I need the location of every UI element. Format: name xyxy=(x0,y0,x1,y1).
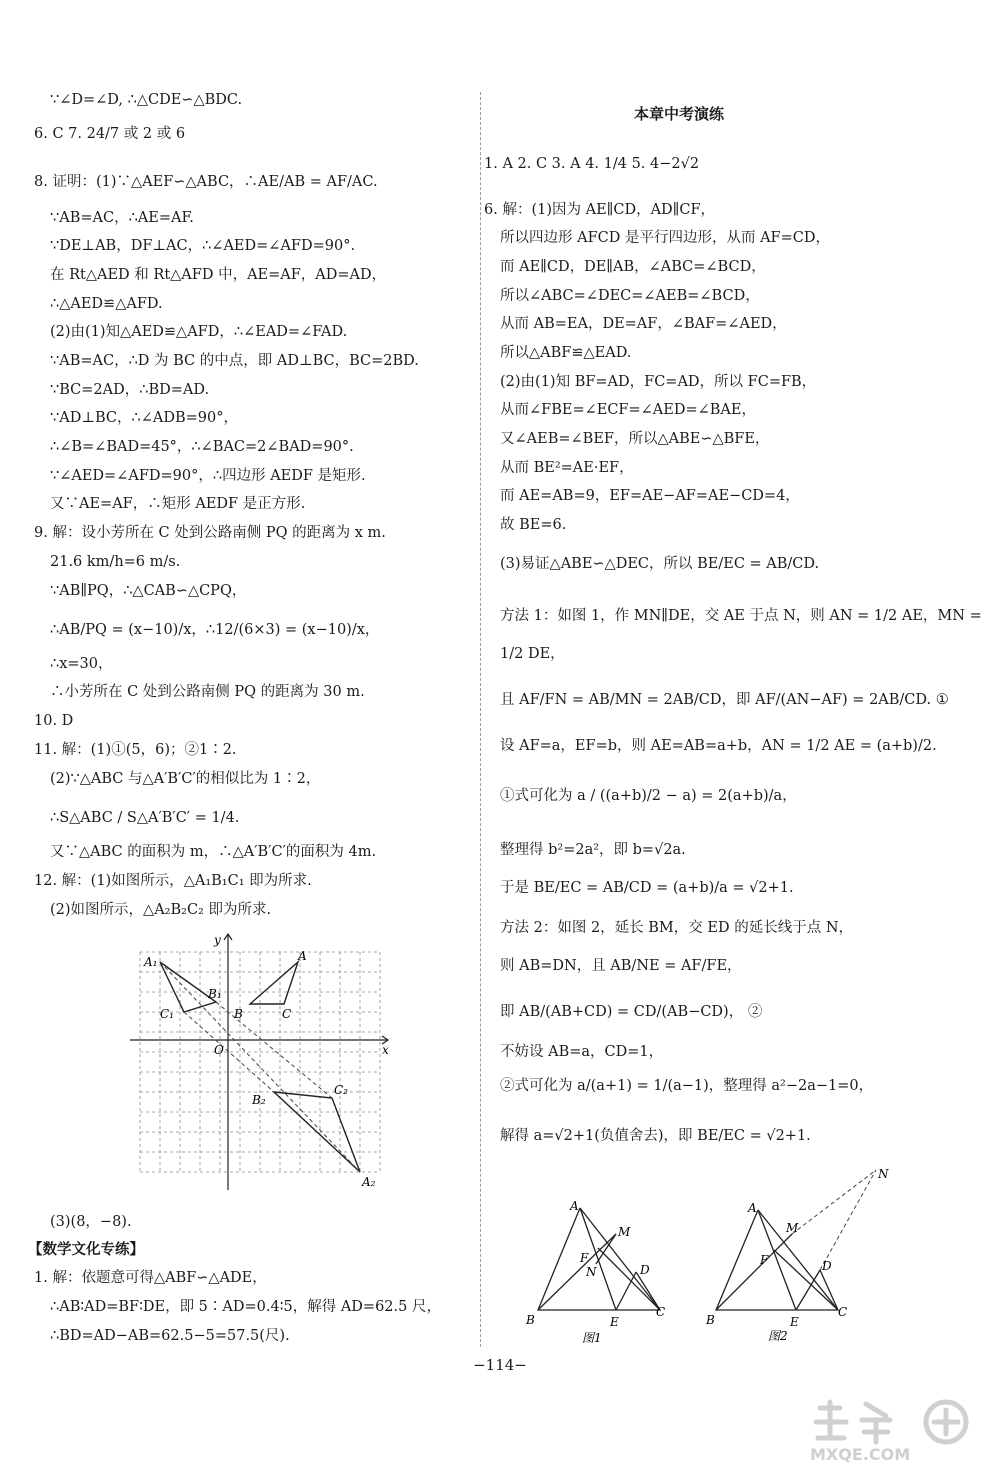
text-line: ∴AB/PQ = (x−10)/x，∴12/(6×3) = (x−10)/x， xyxy=(50,622,380,638)
label-c2: C₂ xyxy=(334,1083,348,1097)
fig1-caption: 图1 xyxy=(582,1331,602,1345)
fig2-label-e: E xyxy=(790,1315,799,1329)
section-title: 本章中考演练 xyxy=(634,105,725,123)
label-b: B xyxy=(234,1007,243,1021)
fig1-label-c: C xyxy=(656,1305,666,1319)
text-line: ∵∠D=∠D, ∴△CDE∽△BDC. xyxy=(50,92,243,108)
text-line: (3)(8，−8). xyxy=(50,1214,132,1230)
triangle-abc xyxy=(250,962,298,1004)
text-line: (2)由(1)知 BF=AD，FC=AD，所以 FC=FB， xyxy=(500,374,817,390)
label-b2: B₂ xyxy=(252,1093,266,1107)
text-line: 于是 BE/EC = AB/CD = (a+b)/a = √2+1. xyxy=(500,880,794,896)
text-line: 12. 解：(1)如图所示，△A₁B₁C₁ 即为所求. xyxy=(34,873,312,889)
text-line: 8. 证明：(1)∵△AEF∽△ABC，∴AE/AB = AF/AC. xyxy=(34,174,378,190)
text-line: 11. 解：(1)①(5，6)；②1∶2. xyxy=(34,742,237,758)
axes xyxy=(130,934,388,1190)
text-line: 又∠AEB=∠BEF，所以△ABE∽△BFE， xyxy=(500,431,770,447)
label-c: C xyxy=(282,1007,292,1021)
coordinate-grid-figure xyxy=(120,928,400,1198)
fig2-label-c: C xyxy=(838,1305,848,1319)
text-line: ∵AB∥PQ，∴△CAB∽△CPQ， xyxy=(50,583,247,599)
text-line: 又∵△ABC 的面积为 m，∴△A′B′C′的面积为 4m. xyxy=(50,844,377,860)
text-line: ∴x=30， xyxy=(50,656,113,672)
text-line: 则 AB=DN，且 AB/NE = AF/FE， xyxy=(500,958,742,974)
text-line: 从而 AB=EA，DE=AF，∠BAF=∠AED， xyxy=(500,316,787,332)
text-line: ∵∠AED=∠AFD=90°，∴四边形 AEDF 是矩形. xyxy=(50,468,366,484)
text-line: ∴S△ABC / S△A′B′C′ = 1/4. xyxy=(50,810,240,826)
fig1-label-d: D xyxy=(640,1263,650,1277)
text-line: 6. C 7. 24/7 或 2 或 6 xyxy=(34,126,186,142)
text-line: ∵BC=2AD，∴BD=AD. xyxy=(50,382,210,398)
text-line: 所以∠ABC=∠DEC=∠AEB=∠BCD， xyxy=(500,288,760,304)
text-line: 21.6 km/h=6 m/s. xyxy=(50,554,181,570)
fig1-label-a: A xyxy=(570,1199,579,1213)
text-line: 且 AF/FN = AB/MN = 2AB/CD，即 AF/(AN−AF) = 2AB/CD. ① xyxy=(500,692,949,708)
text-line: ∵AB=AC，∴D 为 BC 的中点，即 AD⊥BC，BC=2BD. xyxy=(50,353,419,369)
text-line: 故 BE=6. xyxy=(500,517,567,533)
text-line: ∴△AED≌△AFD. xyxy=(50,296,163,312)
fig1-label-n: N xyxy=(586,1265,597,1279)
fig1-label-f: F xyxy=(580,1251,589,1265)
fig2-label-n: N xyxy=(878,1167,889,1181)
fig1-label-b: B xyxy=(526,1313,535,1327)
figure-2 xyxy=(704,1160,904,1350)
text-line: 6. 解：(1)因为 AE∥CD，AD∥CF， xyxy=(484,202,716,218)
text-line: (2)∵△ABC 与△A′B′C′的相似比为 1∶2， xyxy=(50,771,321,787)
fig1-label-m: M xyxy=(618,1225,631,1239)
text-line: 方法 1：如图 1，作 MN∥DE，交 AE 于点 N，则 AN = 1/2 AE，MN = xyxy=(500,608,982,624)
label-a2: A₂ xyxy=(362,1175,376,1189)
fig1-label-e: E xyxy=(610,1315,619,1329)
fig2-label-m: M xyxy=(786,1221,799,1235)
y-axis-label: y xyxy=(214,933,221,947)
text-line: (2)如图所示，△A₂B₂C₂ 即为所求. xyxy=(50,902,272,918)
text-line: 所以△ABF≌△EAD. xyxy=(500,345,632,361)
figure-1 xyxy=(518,1198,678,1348)
text-line: 在 Rt△AED 和 Rt△AFD 中，AE=AF，AD=AD， xyxy=(50,267,387,283)
text-line: 从而∠FBE=∠ECF=∠AED=∠BAE， xyxy=(500,402,756,418)
text-line: 1/2 DE， xyxy=(500,646,565,662)
text-line: ∴∠B=∠BAD=45°，∴∠BAC=2∠BAD=90°. xyxy=(50,439,354,455)
x-axis-label: x xyxy=(382,1043,389,1057)
label-a: A xyxy=(298,949,307,963)
text-line: 解得 a=√2+1(负值舍去)，即 BE/EC = √2+1. xyxy=(500,1128,811,1144)
text-line: ②式可化为 a/(a+1) = 1/(a−1)，整理得 a²−2a−1=0， xyxy=(500,1078,874,1094)
watermark-domain: MXQE.COM xyxy=(810,1445,911,1464)
text-line: 1. A 2. C 3. A 4. 1/4 5. 4−2√2 xyxy=(484,156,700,172)
text-line: ∵AD⊥BC，∴∠ADB=90°， xyxy=(50,410,238,426)
fig2-label-b: B xyxy=(706,1313,715,1327)
origin-label: O xyxy=(214,1043,224,1057)
grid-lines xyxy=(140,952,380,1172)
text-line: 10. D xyxy=(34,713,74,729)
text-line: 9. 解：设小芳所在 C 处到公路南侧 PQ 的距离为 x m. xyxy=(34,525,386,541)
label-a1: A₁ xyxy=(144,955,158,969)
fig2-label-d: D xyxy=(822,1259,832,1273)
text-line: 又∵AE=AF，∴矩形 AEDF 是正方形. xyxy=(50,496,306,512)
text-line: 而 AE∥CD，DE∥AB，∠ABC=∠BCD， xyxy=(500,259,766,275)
text-line: 即 AB/(AB+CD) = CD/(AB−CD)， ② xyxy=(500,1004,763,1020)
fig2-label-a: A xyxy=(748,1201,757,1215)
text-line: ∵DE⊥AB，DF⊥AC，∴∠AED=∠AFD=90°. xyxy=(50,238,356,254)
text-line: ∴BD=AD−AB=62.5−5=57.5(尺). xyxy=(50,1328,290,1344)
section-heading: 【数学文化专练】 xyxy=(28,1242,144,1258)
text-line: 整理得 b²=2a²，即 b=√2a. xyxy=(500,842,686,858)
text-line: 不妨设 AB=a，CD=1， xyxy=(500,1044,664,1060)
text-line: 所以四边形 AFCD 是平行四边形，从而 AF=CD， xyxy=(500,230,830,246)
label-b1: B₁ xyxy=(208,987,222,1001)
text-line: ∴小芳所在 C 处到公路南侧 PQ 的距离为 30 m. xyxy=(50,684,365,700)
text-line: 1. 解：依题意可得△ABF∽△ADE， xyxy=(34,1270,267,1286)
text-line: ∴AB∶AD=BF∶DE，即 5∶AD=0.4∶5，解得 AD=62.5 尺， xyxy=(50,1299,441,1315)
text-line: ①式可化为 a / ((a+b)/2 − a) = 2(a+b)/a， xyxy=(500,788,797,804)
text-line: ∵AB=AC，∴AE=AF. xyxy=(50,210,194,226)
text-line: (2)由(1)知△AED≌△AFD，∴∠EAD=∠FAD. xyxy=(50,324,348,340)
text-line: 而 AE=AB=9，EF=AE−AF=AE−CD=4， xyxy=(500,488,800,504)
page-number: −114− xyxy=(473,1356,527,1374)
fig2-caption: 图2 xyxy=(768,1329,788,1343)
text-line: 方法 2：如图 2，延长 BM，交 ED 的延长线于点 N， xyxy=(500,920,854,936)
column-divider xyxy=(480,92,481,1347)
text-line: 设 AF=a，EF=b，则 AE=AB=a+b，AN = 1/2 AE = (a+b)/2. xyxy=(500,738,937,754)
text-line: (3)易证△ABE∽△DEC，所以 BE/EC = AB/CD. xyxy=(500,556,820,572)
fig2-label-f: F xyxy=(760,1253,769,1267)
text-line: 从而 BE²=AE·EF， xyxy=(500,460,634,476)
label-c1: C₁ xyxy=(160,1007,174,1021)
watermark-logo xyxy=(806,1398,984,1464)
